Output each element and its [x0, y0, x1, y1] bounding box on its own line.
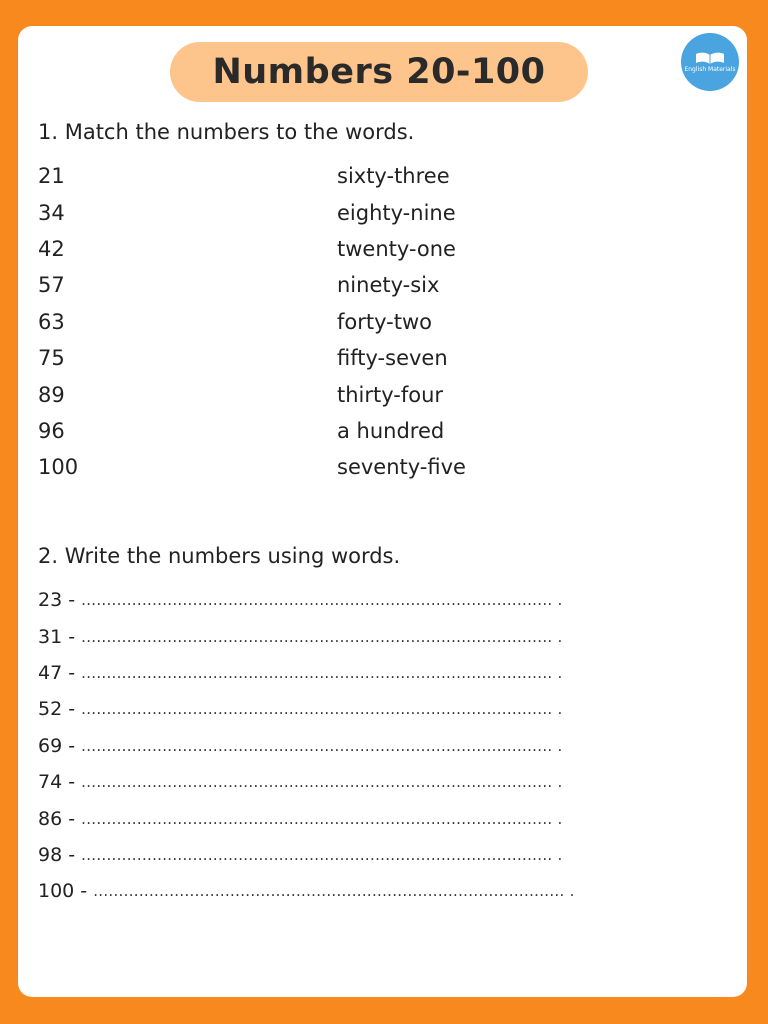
- write-number: 23 -: [38, 589, 76, 612]
- answer-blank[interactable]: ............................................................................................. .: [81, 773, 563, 792]
- match-row: [38, 267, 638, 303]
- write-row: [38, 837, 738, 873]
- match-word: a hundred: [337, 418, 445, 443]
- match-row: [38, 194, 638, 230]
- match-word: thirty-four: [337, 382, 444, 407]
- match-number: 21: [38, 164, 65, 189]
- answer-blank[interactable]: ............................................................................................. .: [81, 627, 563, 646]
- match-number: 75: [38, 346, 65, 371]
- write-row: [38, 764, 738, 800]
- write-row: [38, 582, 738, 618]
- match-number: 89: [38, 382, 65, 407]
- logo-text: English Materials: [684, 66, 736, 73]
- section1-heading: 1. Match the numbers to the words.: [38, 120, 415, 144]
- write-row: [38, 728, 738, 764]
- match-word: forty-two: [337, 309, 433, 334]
- write-number: 31 -: [38, 625, 76, 648]
- write-row: [38, 691, 738, 727]
- worksheet-page: [18, 26, 747, 997]
- match-number: 63: [38, 309, 65, 334]
- match-word: eighty-nine: [337, 200, 456, 225]
- match-row: [38, 449, 638, 485]
- match-number: 42: [38, 236, 65, 261]
- write-number: 47 -: [38, 661, 76, 684]
- write-number: 98 -: [38, 843, 76, 866]
- page-title: Numbers 20-100: [212, 52, 546, 92]
- section2-heading: 2. Write the numbers using words.: [38, 544, 401, 568]
- write-number: 74 -: [38, 771, 76, 794]
- match-number: 57: [38, 273, 65, 298]
- match-row: [38, 376, 638, 412]
- write-number: 100 -: [38, 880, 88, 903]
- answer-blank[interactable]: ............................................................................................. .: [81, 809, 563, 828]
- write-number: 86 -: [38, 807, 76, 830]
- match-word: sixty-three: [337, 164, 450, 189]
- answer-blank[interactable]: ............................................................................................. .: [81, 591, 563, 610]
- match-row: [38, 304, 638, 340]
- write-row: [38, 873, 738, 909]
- match-word: seventy-five: [337, 455, 466, 480]
- match-word: fifty-seven: [337, 346, 448, 371]
- write-number: 69 -: [38, 734, 76, 757]
- match-number: 34: [38, 200, 65, 225]
- match-word: ninety-six: [337, 273, 440, 298]
- answer-blank[interactable]: ............................................................................................. .: [81, 700, 563, 719]
- title-banner: [170, 42, 588, 102]
- match-word: twenty-one: [337, 236, 456, 261]
- write-row: [38, 800, 738, 836]
- write-list: [38, 582, 738, 910]
- write-row: [38, 618, 738, 654]
- answer-blank[interactable]: ............................................................................................. .: [81, 845, 563, 864]
- write-row: [38, 655, 738, 691]
- match-row: [38, 158, 638, 194]
- match-list: [38, 158, 638, 486]
- logo: [681, 33, 739, 91]
- match-row: [38, 413, 638, 449]
- match-number: 100: [38, 455, 79, 480]
- answer-blank[interactable]: ............................................................................................. .: [93, 882, 575, 901]
- match-row: [38, 340, 638, 376]
- open-book-icon: [695, 51, 725, 65]
- match-row: [38, 231, 638, 267]
- answer-blank[interactable]: ............................................................................................. .: [81, 663, 563, 682]
- write-number: 52 -: [38, 698, 76, 721]
- answer-blank[interactable]: ............................................................................................. .: [81, 736, 563, 755]
- match-number: 96: [38, 418, 65, 443]
